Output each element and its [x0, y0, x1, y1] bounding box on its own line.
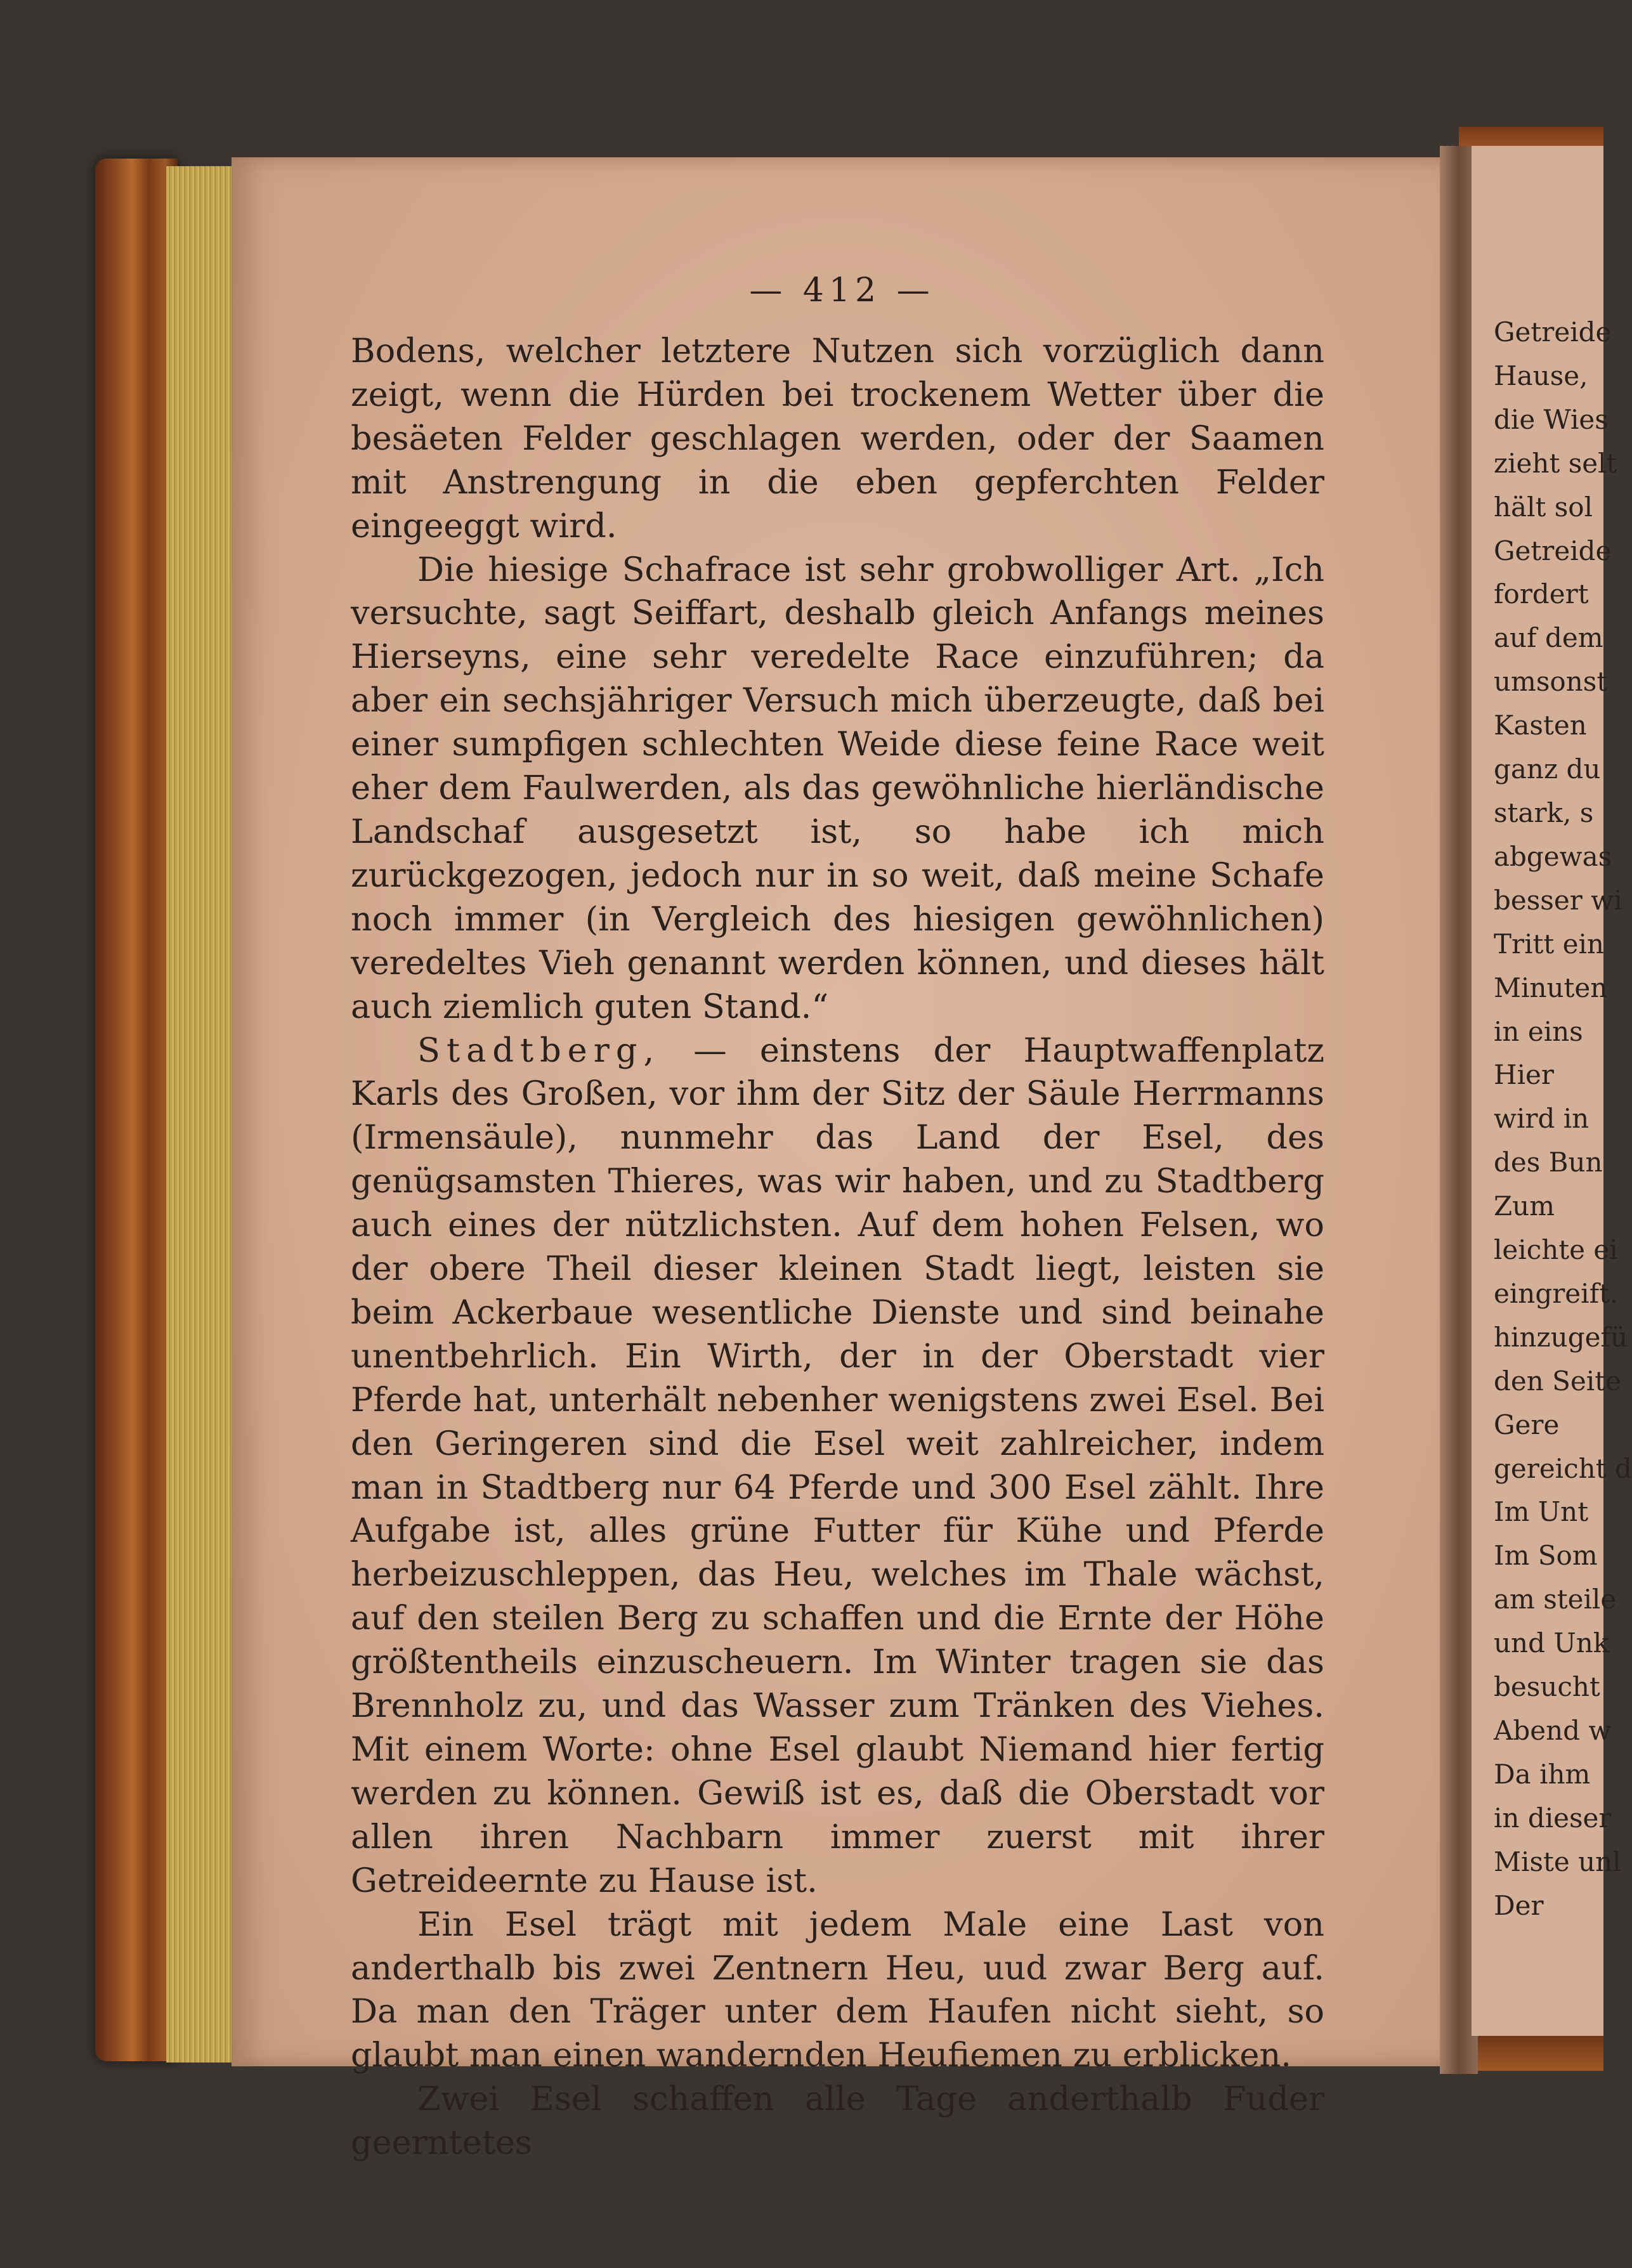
next-page-line: fordert [1494, 578, 1589, 610]
next-page-line: Minuten [1494, 972, 1608, 1003]
next-page-line: leichte ei [1494, 1234, 1618, 1266]
stadtberg-word: Stadtberg, [417, 1031, 661, 1070]
next-page-line: am steile [1494, 1584, 1617, 1615]
next-page-fragment [1472, 146, 1632, 2036]
paragraph-5: Zwei Esel schaffen alle Tage anderthalb Fuder geerntetes [351, 2080, 1324, 2163]
next-page-line: besucht [1494, 1671, 1600, 1703]
next-page-line: wird in [1494, 1103, 1590, 1135]
next-page-line: eingreift. [1494, 1277, 1619, 1309]
next-page-line: Miste unl [1494, 1846, 1621, 1877]
next-page-line: den Seite [1494, 1365, 1621, 1397]
next-page-line: Der [1494, 1889, 1544, 1921]
page-edges [166, 166, 236, 2063]
next-page-line: hält sol [1494, 491, 1593, 523]
next-page-line: Hause, [1494, 360, 1588, 391]
next-page-line: umsonst [1494, 666, 1608, 698]
page-text [351, 330, 1324, 2165]
next-page-line: besser wi [1494, 884, 1622, 916]
next-page-line: stark, s [1494, 797, 1594, 828]
paragraph-3 [351, 1029, 1324, 1903]
page-number: — 412 — [749, 271, 935, 310]
next-page-line: Im Unt [1494, 1496, 1589, 1528]
next-page-line: hinzugefü [1494, 1321, 1628, 1353]
next-page-line: in eins [1494, 1015, 1583, 1047]
next-page-line: Im Som [1494, 1540, 1598, 1572]
paragraph-2: Die hiesige Schafrace ist sehr grobwolliger Art. „Ich versuchte, sagt Seiffart, deshalb gleich Anfangs meines Hierseyns, eine sehr veredelte Race einzuführen; da aber ein sechsjähriger Versuch mich überzeugte, daß bei einer sumpfigen schlechten Weide diese feine Race weit eher dem Faulwerden, als das gewöhnliche hierländische Landschaf ausgesetzt ist, so habe ich mich zurückgezogen, jedoch nur in so weit, daß meine Schafe noch immer (in Vergleich des hiesigen gewöhnlichen) veredeltes Vieh genannt werden können, und dieses hält auch ziemlich guten Stand.“ [351, 550, 1324, 1026]
next-page-line: ganz du [1494, 753, 1601, 785]
next-page-line: zieht selt [1494, 447, 1617, 479]
next-page-line: gereicht d [1494, 1452, 1632, 1484]
next-page-line: des Bun [1494, 1147, 1603, 1178]
next-page-line: Hier [1494, 1059, 1554, 1091]
book-page [232, 157, 1452, 2163]
paragraph-1: Bodens, welcher letztere Nutzen sich vorzüglich dann zeigt, wenn die Hürden bei trockenem Wetter über die besäeten Felder geschlagen werden, oder der Saamen mit Anstrengung in die eben gepferchten Felder eingeeggt wird. [351, 332, 1324, 545]
next-page-line: Kasten [1494, 710, 1587, 741]
next-page-line: Zum [1494, 1190, 1555, 1222]
next-page-line: auf dem [1494, 622, 1603, 654]
book-cover-right-bottom [1459, 2033, 1603, 2071]
next-page-line: in dieser [1494, 1802, 1612, 1834]
next-page-line: abgewas [1494, 840, 1612, 872]
next-page-line: Abend w [1494, 1715, 1612, 1746]
next-page-line: Gere [1494, 1409, 1560, 1440]
next-page-line: Getreide [1494, 535, 1612, 566]
next-page-line: Getreide [1494, 316, 1612, 348]
next-page-line: Da ihm [1494, 1758, 1591, 1790]
paragraph-3-text: — einstens der Hauptwaffenplatz Karls des Großen, vor ihm der Sitz der Säule Herrmanns (Irmensäule), nunmehr das Land der Esel, des genügsamsten Thieres, was wir haben, und zu Stadtberg auch eines der nützlichsten. Auf dem hohen Felsen, wo der obere Theil dieser kleinen Stadt liegt, leisten sie beim Ackerbaue wesentliche Dienste und sind beinahe unentbehrlich. Ein Wirth, der in der Oberstadt vier Pferde hat, unterhält nebenher wenigstens zwei Esel. Bei den Geringeren sind die Esel weit zahlreicher, indem man in Stadtberg nur 64 Pferde und 300 Esel zählt. Ihre Aufgabe ist, alles grüne Futter für Kühe und Pferde herbeizuschleppen, das Heu, welches im Thale wächst, auf den steilen Berg zu schaffen und die Ernte der Höhe größtentheils einzuscheuern. Im Winter tragen sie das Brennholz zu, und das Wasser zum Tränken des Viehes. Mit einem Worte: ohne Esel glaubt Niemand hier fertig werden zu können. Gewiß ist es, daß die Oberstadt vor allen ihren Nachbarn immer zuerst mit ihrer Getreideernte zu Hause ist. [351, 1031, 1324, 1900]
book-cover-left [95, 159, 178, 2061]
next-page-line: die Wies [1494, 403, 1609, 435]
paragraph-4: Ein Esel trägt mit jedem Male eine Last von anderthalb bis zwei Zentnern Heu, uud zwar Berg auf. Da man den Träger unter dem Haufen nicht sieht, so glaubt man einen wandernden Heufiemen zu erblicken. [351, 1905, 1324, 2075]
next-page-lines [1494, 311, 1632, 1928]
next-page-line: und Unk [1494, 1627, 1610, 1659]
next-page-line: Tritt ein [1494, 928, 1604, 960]
